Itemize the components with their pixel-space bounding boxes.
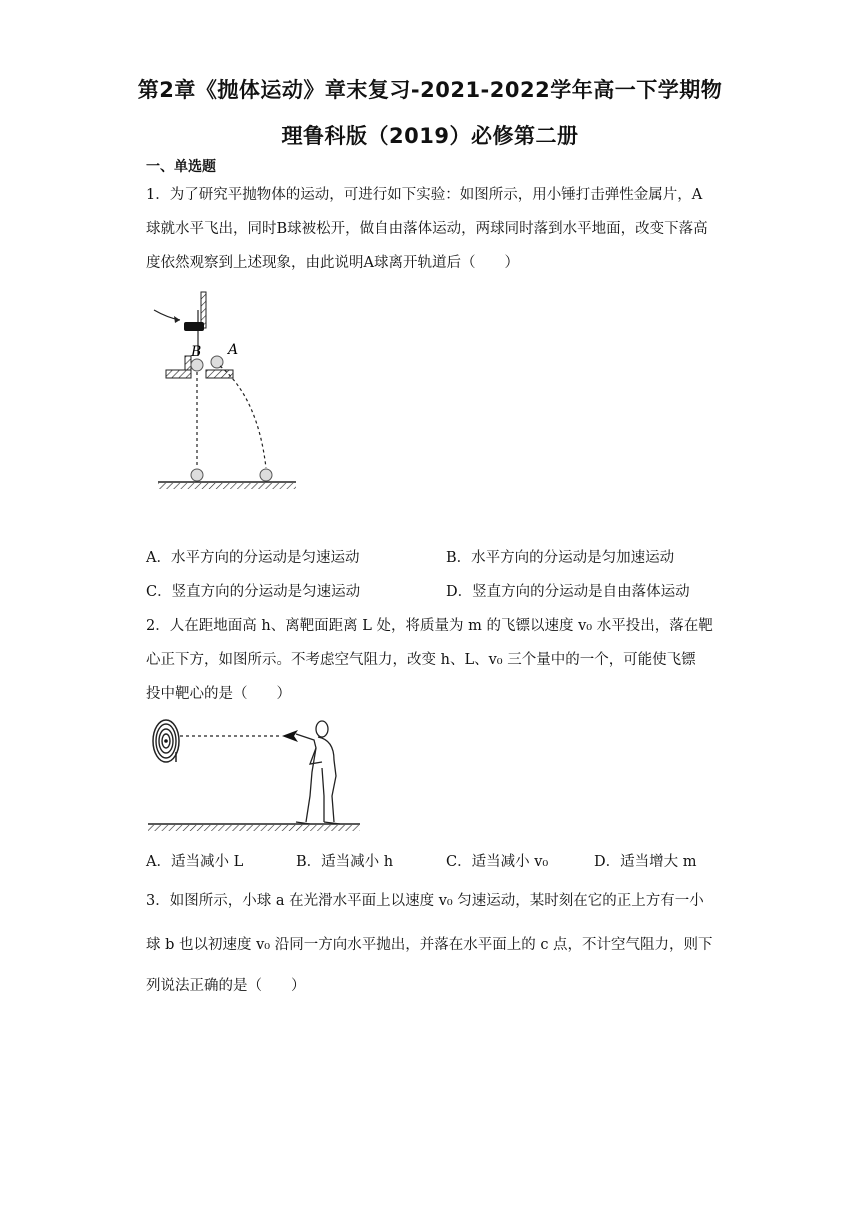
q1-option-d[interactable]: D．竖直方向的分运动是自由落体运动 <box>446 584 690 600</box>
q3-text-line-2: 球 b 也以初速度 v₀ 沿同一方向水平抛出，并落在水平面上的 c 点，不计空气阻力，则下 <box>146 937 713 953</box>
q2-text-line-1: 2．人在距地面高 h、离靶面距离 L 处，将质量为 m 的飞镖以速度 v₀ 水平投出，落在靶 <box>146 618 713 634</box>
q2-option-b[interactable]: B．适当减小 h <box>296 854 394 870</box>
q1-option-c[interactable]: C．竖直方向的分运动是匀速运动 <box>146 584 361 600</box>
label-a: A <box>228 342 239 358</box>
q2-figure-dart-throw <box>146 712 362 834</box>
q2-option-a[interactable]: A．适当减小 L <box>146 854 244 870</box>
q2-option-c[interactable]: C．适当减小 v₀ <box>446 854 549 870</box>
q1-figure-free-fall-experiment <box>148 288 300 494</box>
target-icon <box>153 720 179 762</box>
q1-option-a[interactable]: A．水平方向的分运动是匀速运动 <box>146 550 360 566</box>
q1-text-line-1: 1．为了研究平抛物体的运动，可进行如下实验：如图所示，用小锤打击弹性金属片，A <box>146 187 703 203</box>
q2-text-line-2: 心正下方，如图所示。不考虑空气阻力，改变 h、L、v₀ 三个量中的一个，可能使飞镖 <box>146 652 696 668</box>
label-b: B <box>191 344 202 360</box>
q1-text-line-2: 球就水平飞出，同时B球被松开，做自由落体运动，两球同时落到水平地面，改变下落高 <box>146 221 708 237</box>
document-title-line-2: 理鲁科版（2019）必修第二册 <box>281 124 579 148</box>
q1-option-b[interactable]: B．水平方向的分运动是匀加速运动 <box>446 550 675 566</box>
q3-text-line-3: 列说法正确的是（ ） <box>146 978 306 994</box>
document-title-line-1: 第2章《抛体运动》章末复习-2021-2022学年高一下学期物 <box>137 78 723 102</box>
q2-option-d[interactable]: D．适当增大 m <box>594 854 697 870</box>
q2-text-line-3: 投中靶心的是（ ） <box>146 686 291 702</box>
person-icon <box>296 721 340 824</box>
section-heading: 一、单选题 <box>146 159 216 175</box>
q1-text-line-3: 度依然观察到上述现象，由此说明A球离开轨道后（ ） <box>146 255 519 271</box>
q3-text-line-1: 3．如图所示，小球 a 在光滑水平面上以速度 v₀ 匀速运动，某时刻在它的正上方有一小 <box>146 893 704 909</box>
